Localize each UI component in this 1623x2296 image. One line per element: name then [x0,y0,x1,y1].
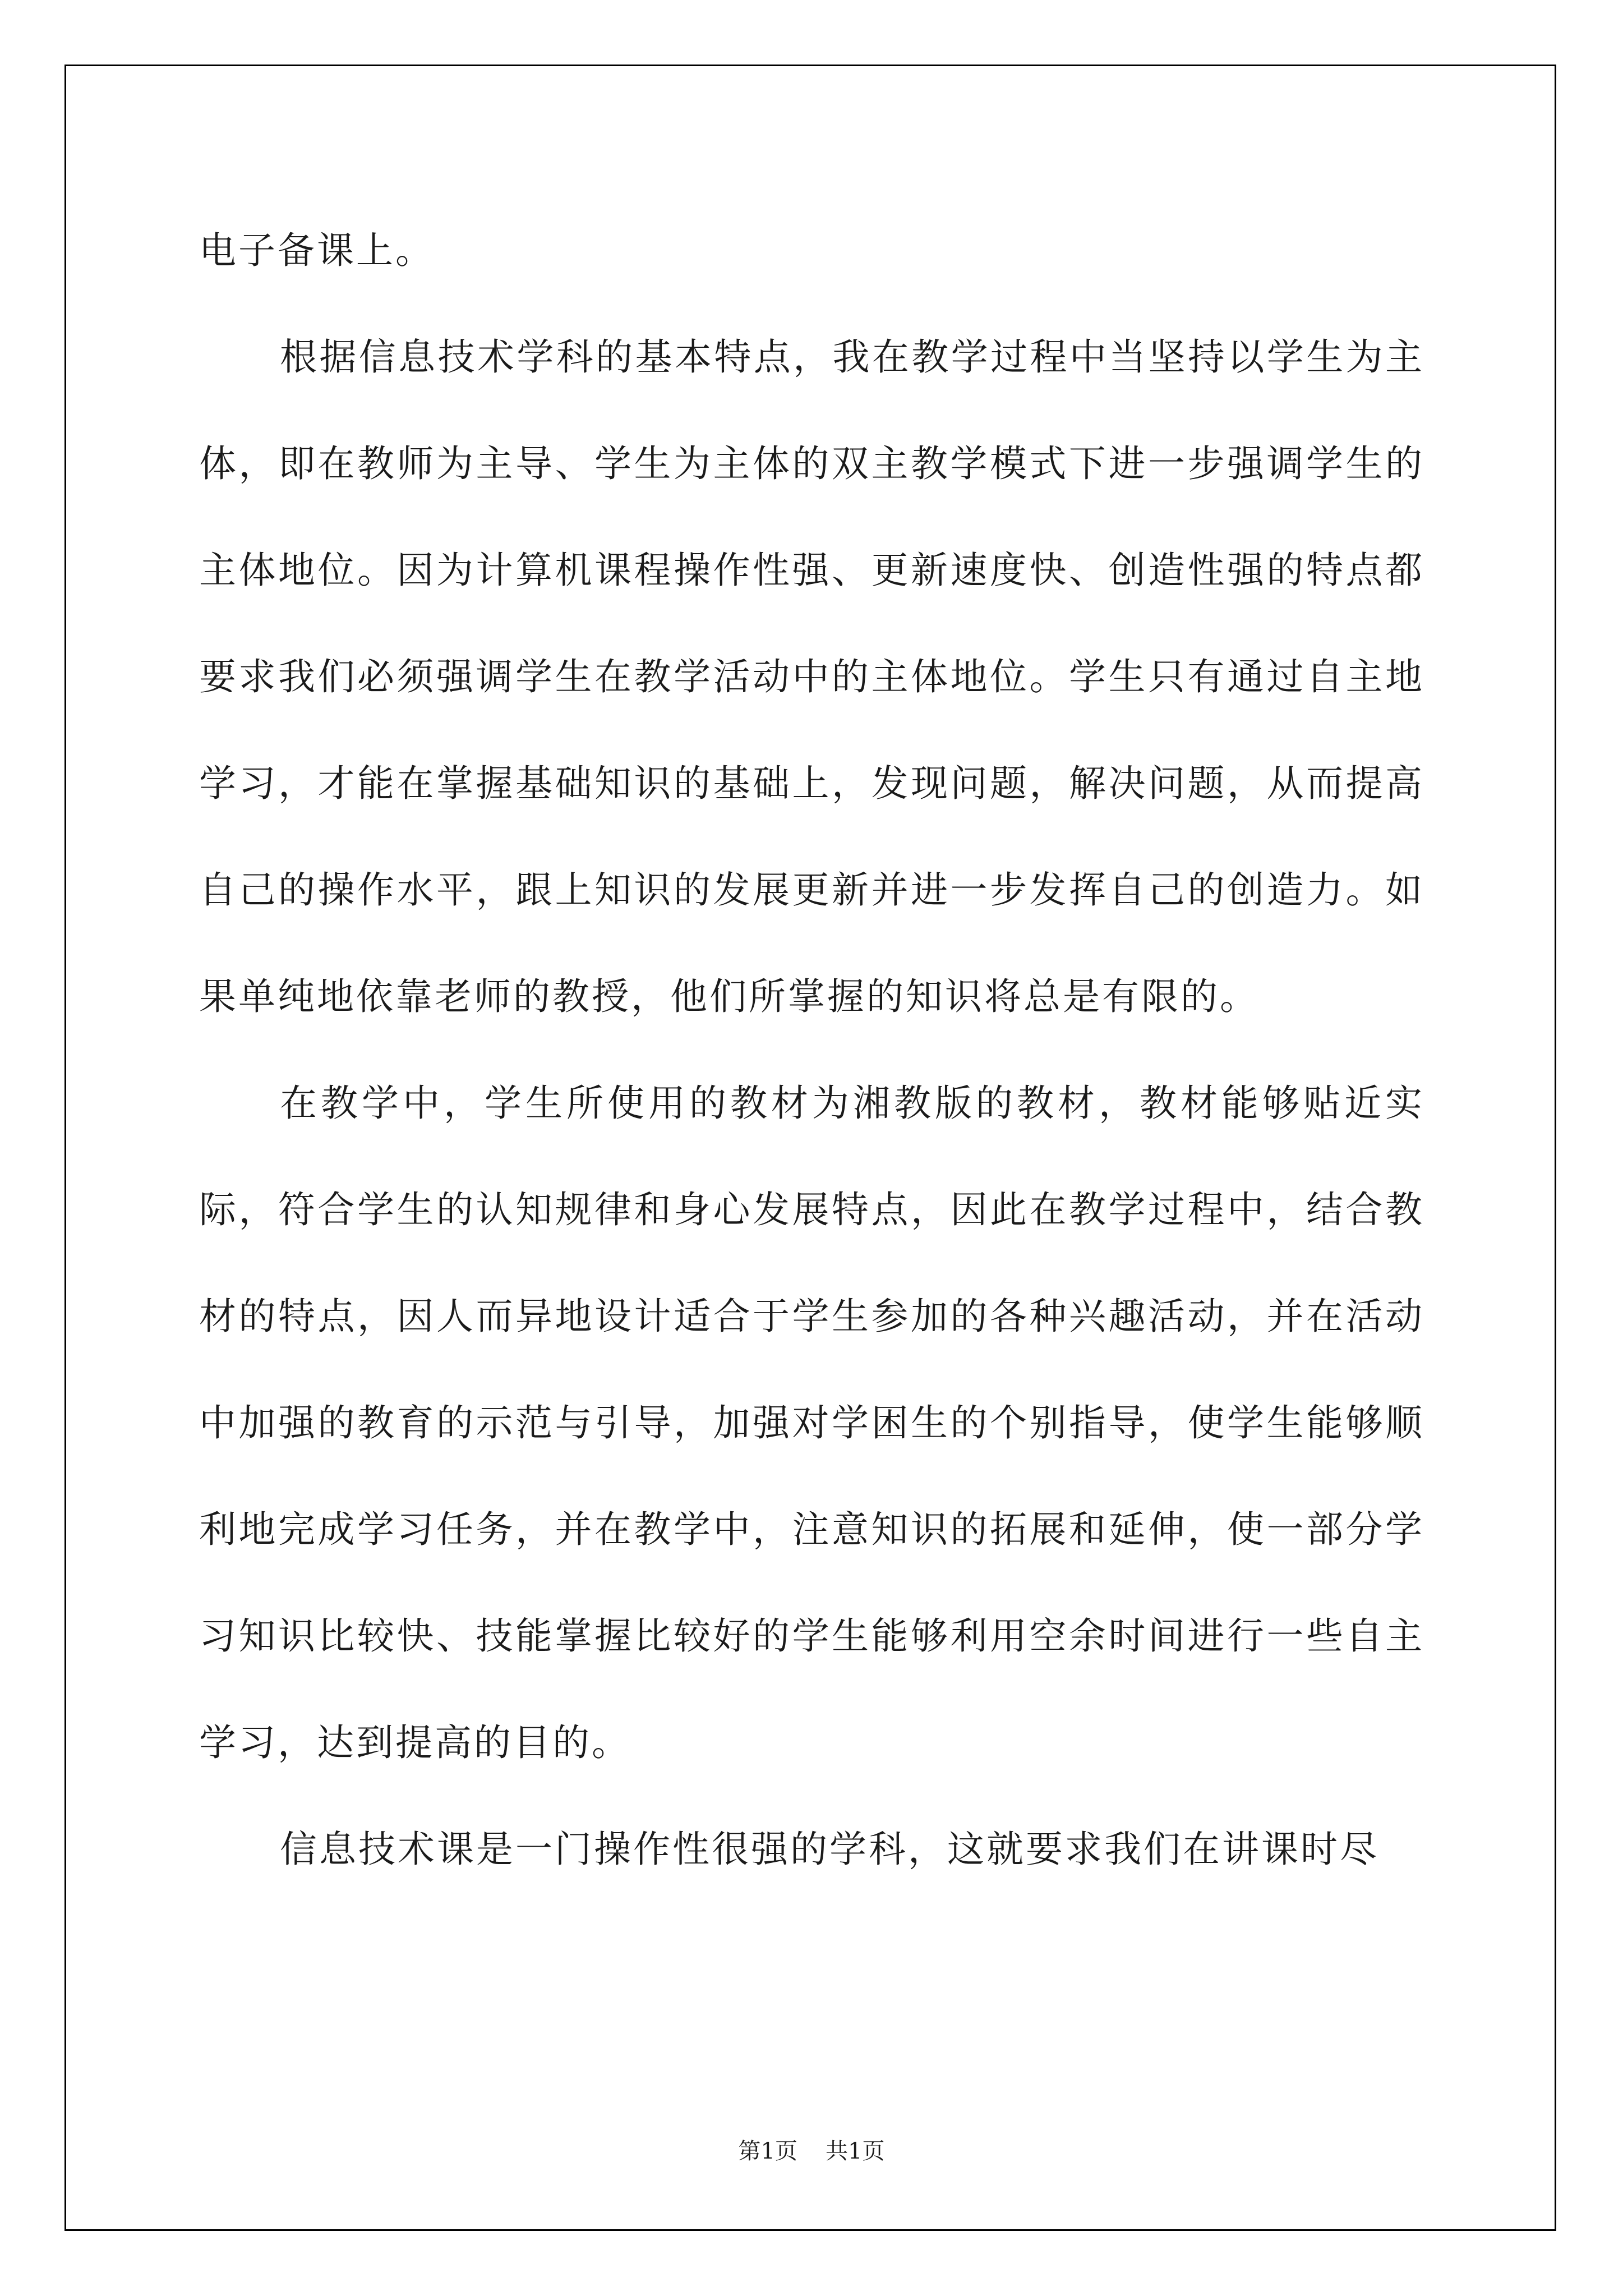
page-number: 第1页 [738,2138,797,2164]
document-body [199,197,1424,1903]
paragraph: 电子备课上。 [199,229,435,272]
page-footer [0,2133,1623,2165]
paragraph: 在教学中，学生所使用的教材为湘教版的教材，教材能够贴近实际，符合学生的认知规律和身心发展特点，因此在教学过程中，结合教材的特点，因人而异地设计适合于学生参加的各种兴趣活动，并在活动中加强的教育的示范与引导，加强对学困生的个别指导，使学生能够顺利地完成学习任务，并在教学中，注意知识的拓展和延伸，使一部分学习知识比较快、技能掌握比较好的学生能够利用空余时间进行一些自主学习，达到提高的目的。 [199,1082,1424,1764]
paragraph: 信息技术课是一门操作性很强的学科，这就要求我们在讲课时尽 [280,1828,1379,1871]
paragraph: 根据信息技术学科的基本特点，我在教学过程中当坚持以学生为主体，即在教师为主导、学生为主体的双主教学模式下进一步强调学生的主体地位。因为计算机课程操作性强、更新速度快、创造性强的特点都要求我们必须强调学生在教学活动中的主体地位。学生只有通过自主地学习，才能在掌握基础知识的基础上，发现问题，解决问题，从而提高自己的操作水平，跟上知识的发展更新并进一步发挥自己的创造力。如果单纯地依靠老师的教授，他们所掌握的知识将总是有限的。 [199,335,1424,1018]
page-total: 共1页 [826,2138,885,2164]
